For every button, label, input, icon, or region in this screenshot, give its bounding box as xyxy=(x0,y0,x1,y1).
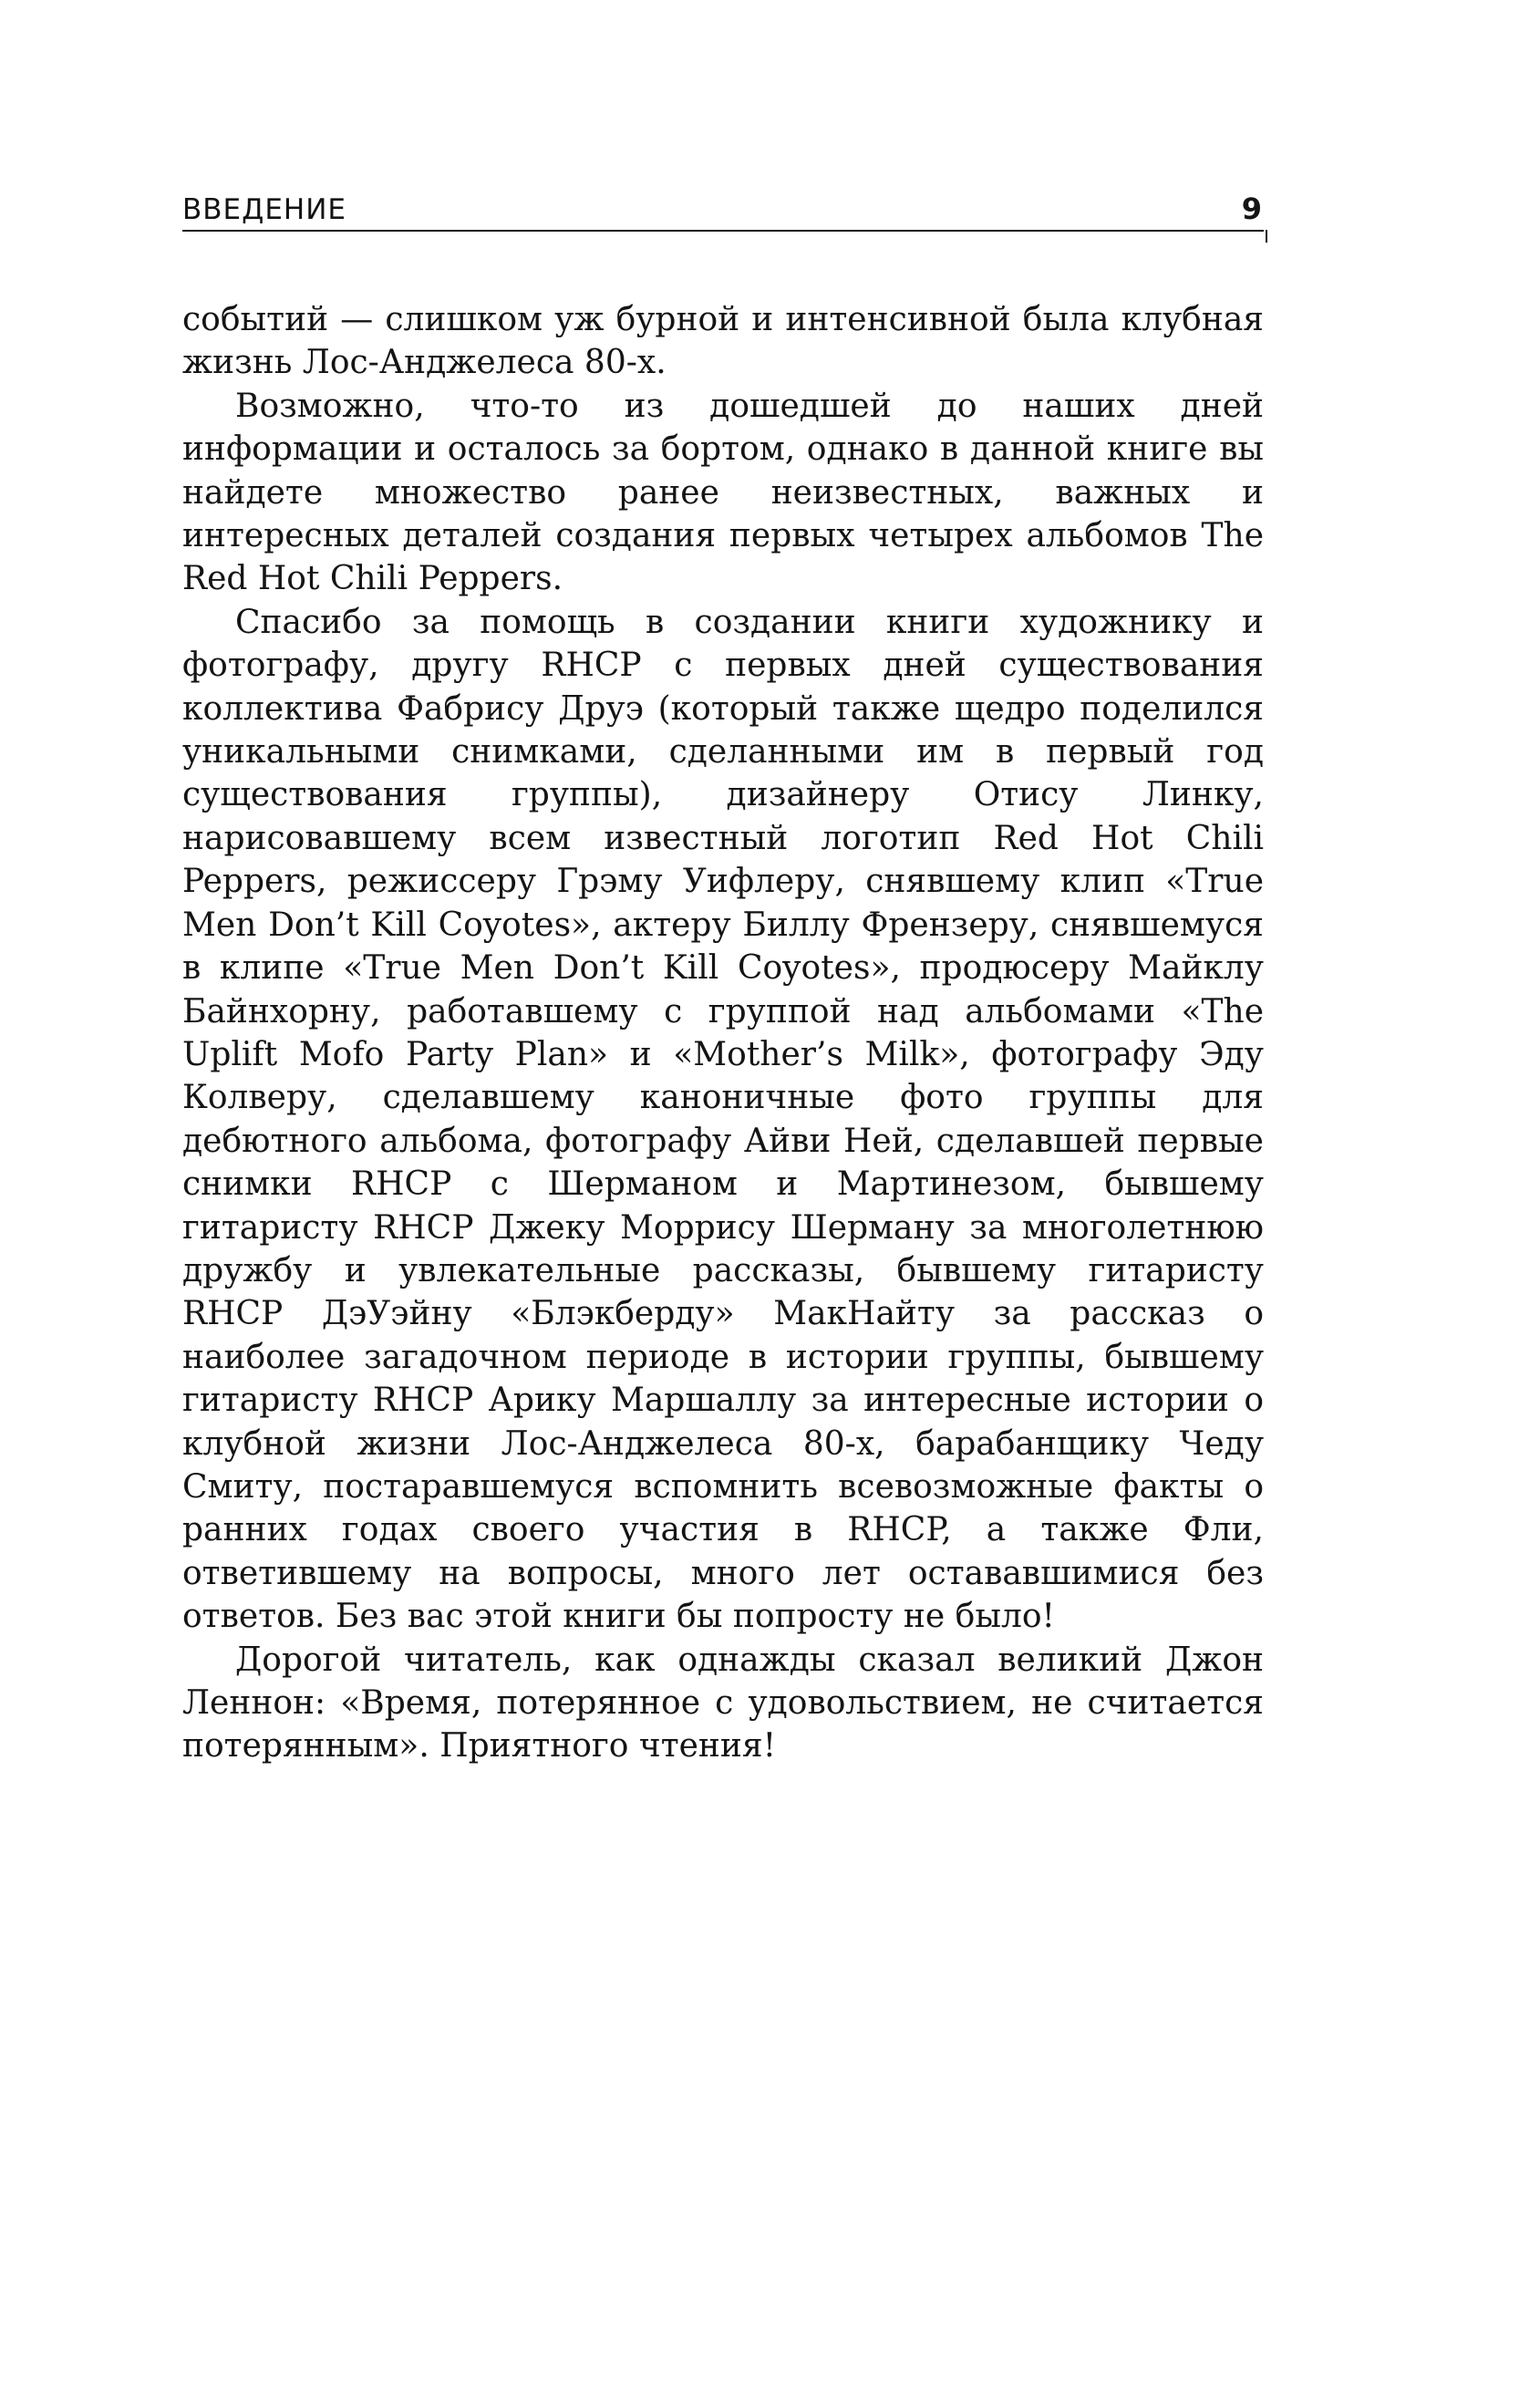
running-head: ВВЕДЕНИЕ xyxy=(182,193,347,226)
paragraph-continuation: событий — слишком уж бурной и интенсивной была клубная жизнь Лос-Анджелеса 80-х. xyxy=(182,301,1264,382)
header-rule-tick xyxy=(1266,230,1267,243)
paragraph-closing: Дорогой читатель, как однажды сказал великий Джон Леннон: «Время, потерянное с удовольствием, не считается потерянным». Приятного чтения! xyxy=(182,1641,1264,1766)
paragraph: Возможно, что-то из дошедшей до наших дней информации и осталось за бортом, однако в данной книге вы найдете множество ранее неизвестных, важных и интересных деталей создания первых четырех альбомов The Red Hot Chili Peppers. xyxy=(182,387,1264,598)
page-number: 9 xyxy=(1241,192,1262,226)
body-text xyxy=(182,298,1264,1768)
paragraph-acknowledgements: Спасибо за помощь в создании книги художнику и фотографу, другу RHCP с первых дней существования коллектива Фабрису Друэ (который также щедро поделился уникальными снимками, сделанными им в первый год существования группы), дизайнеру Отису Линку, нарисовавшему всем известный логотип Red Hot Chili Peppers, режиссеру Грэму Уифлеру, снявшему клип «True Men Don’t Kill Coyotes», актеру Биллу Френзеру, снявшемуся в клипе «True Men Don’t Kill Coyotes», продюсеру Майклу Байнхорну, работавшему с группой над альбомами «The Uplift Mofo Party Plan» и «Mother’s Milk», фотографу Эду Колверу, сделавшему каноничные фото группы для дебютного альбома, фотографу Айви Ней, сделавшей первые снимки RHCP с Шерманом и Мартинезом, бывшему гитаристу RHCP Джеку Моррису Шерману за многолетнюю дружбу и увлекательные рассказы, бывшему гитаристу RHCP ДэУэйну «Блэкберду» МакНайту за рассказ о наиболее загадочном периоде в истории группы, бывшему гитаристу RHCP Арику Маршаллу за интересные истории о клубной жизни Лос-Анджелеса 80-х, барабанщику Чеду Смиту, постаравшемуся вспомнить всевозможные факты о ранних годах своего участия в RHCP, а также Фли, ответившему на вопросы, много лет остававшимися без ответов. Без вас этой книги бы попросту не было! xyxy=(182,603,1264,1636)
page-header xyxy=(182,193,1264,232)
